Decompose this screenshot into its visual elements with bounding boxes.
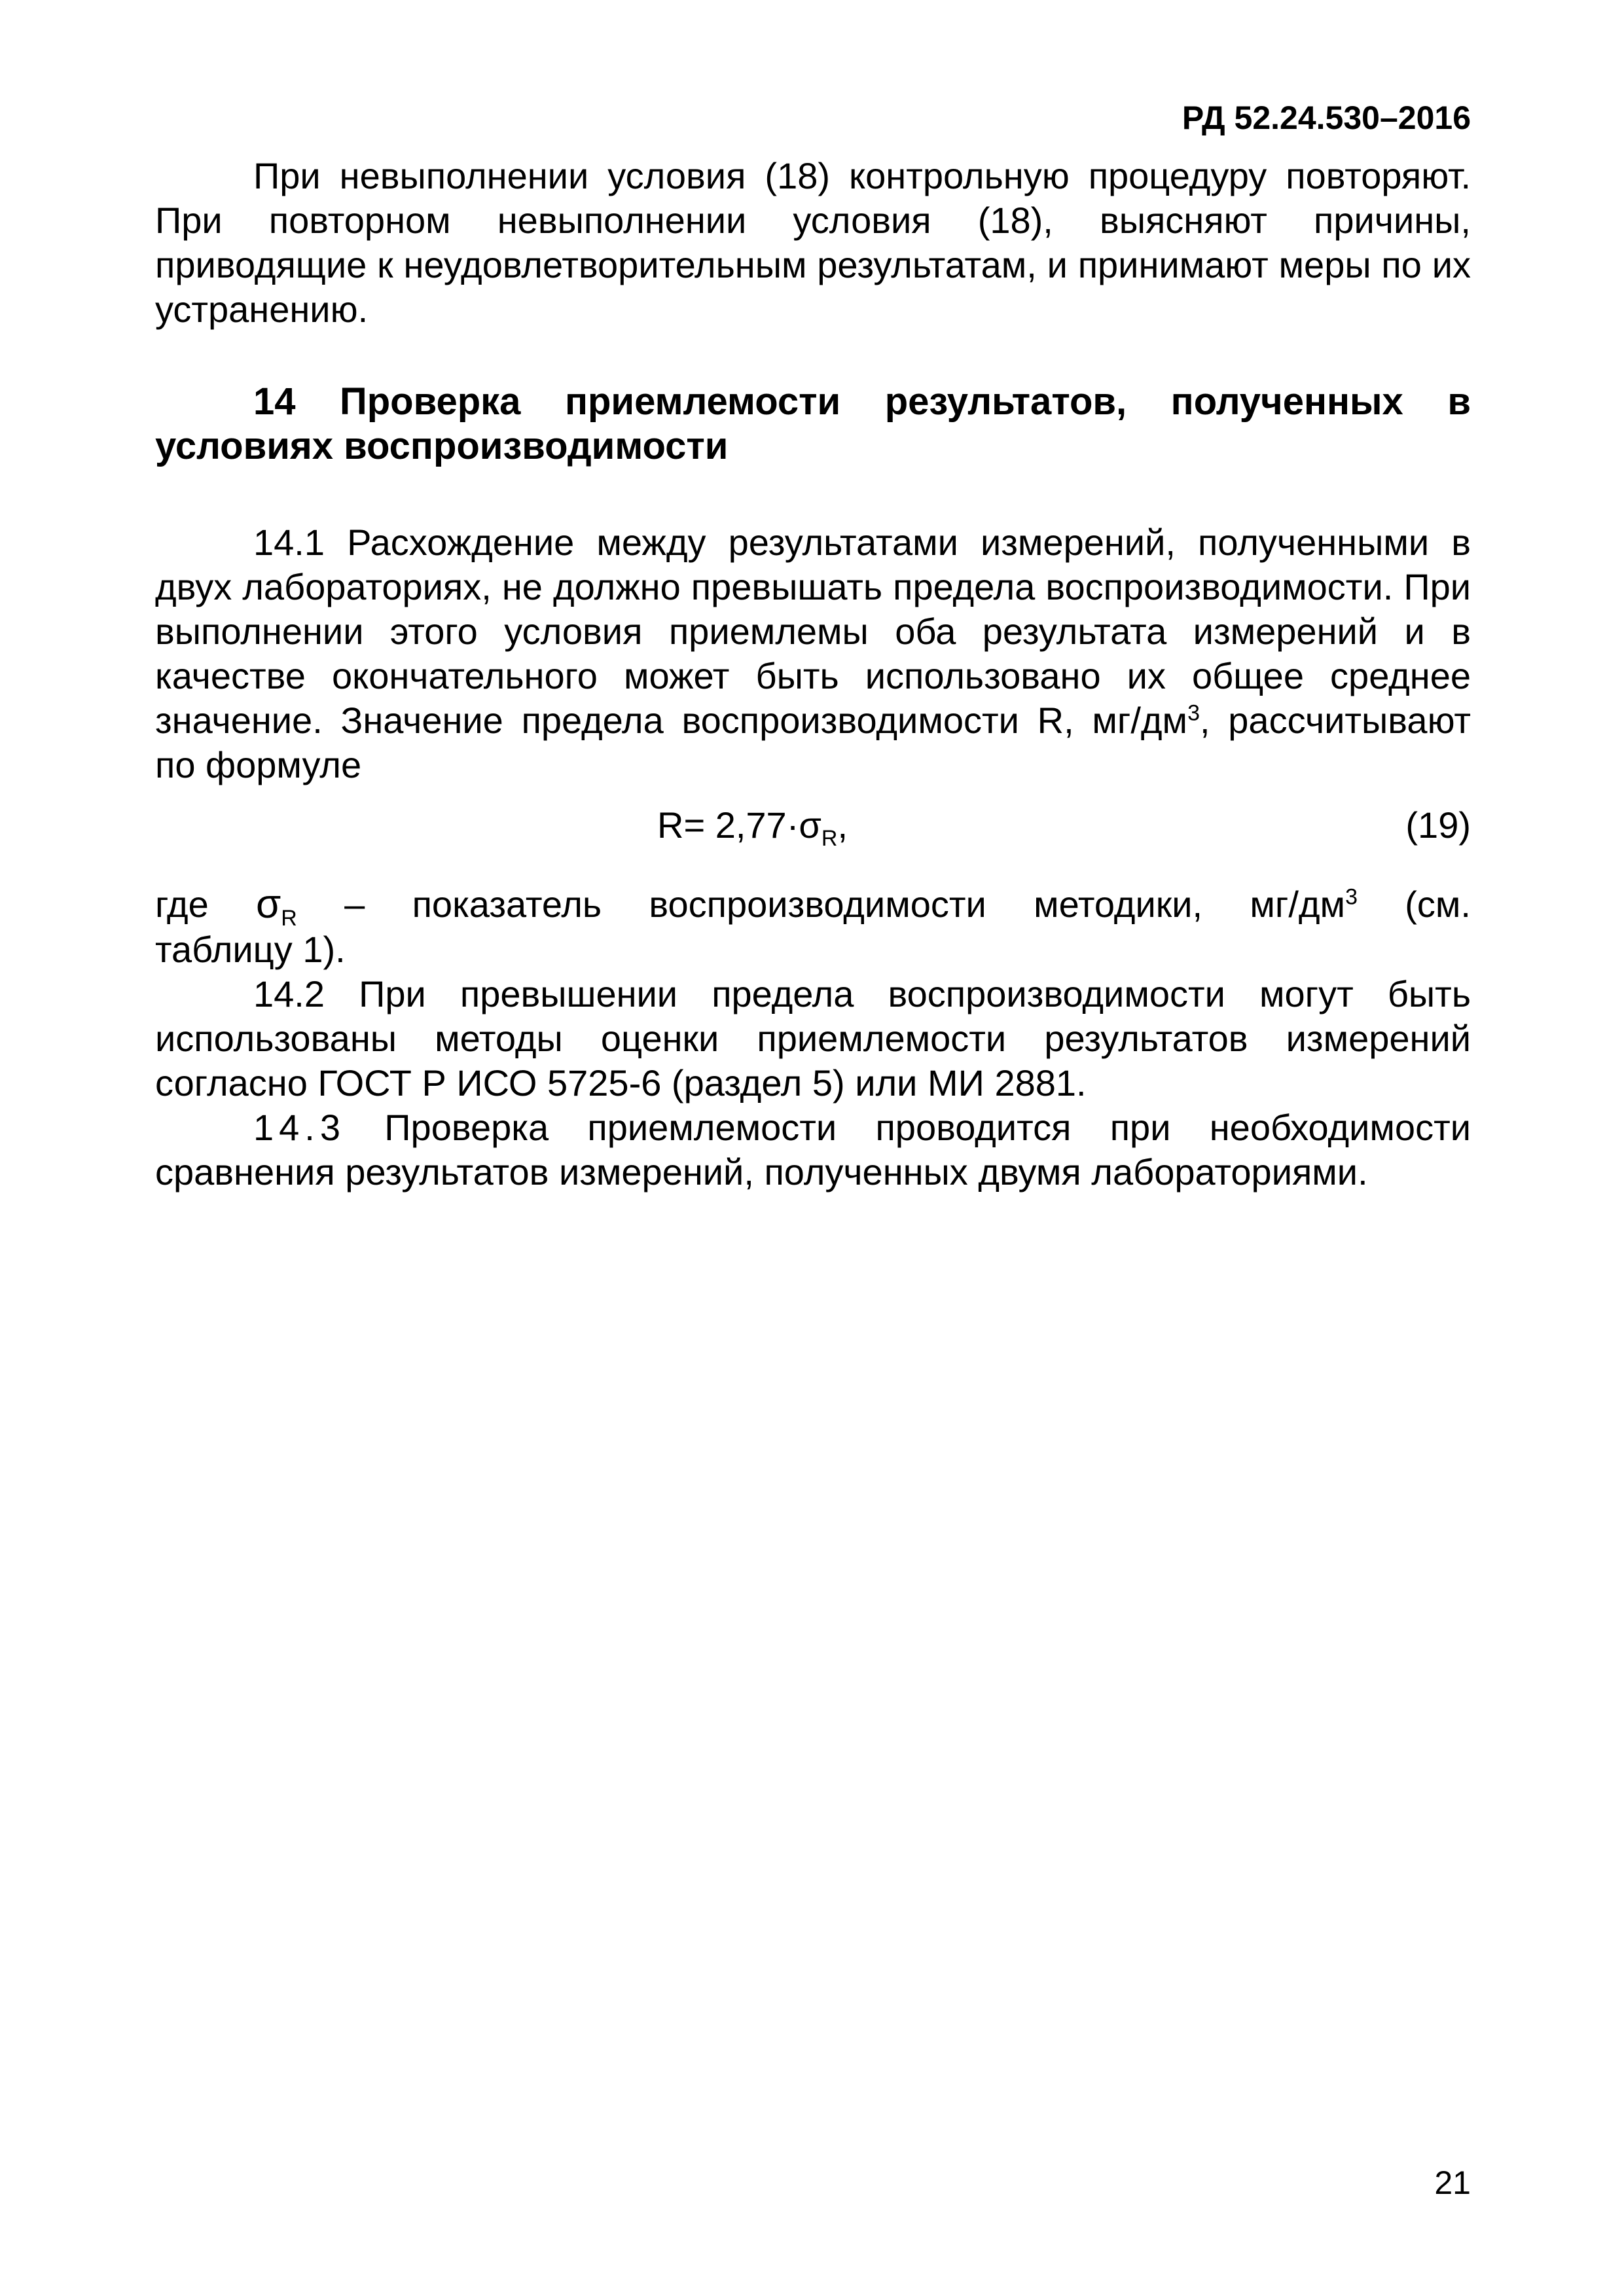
- where-word-2: показатель: [412, 884, 602, 925]
- sigma-subscript: R: [281, 906, 297, 931]
- paragraph-14-3-number: 14.3: [253, 1107, 346, 1148]
- formula-lhs: R= 2,77·σ: [657, 804, 821, 846]
- paragraph-14-3: [155, 1105, 1471, 1194]
- unit-superscript: 3: [1187, 700, 1200, 726]
- paragraph-14-1-block: [155, 520, 1471, 787]
- section-14-heading: 14 Проверка приемлемости результатов, полученных в условиях воспроизводимости: [155, 380, 1471, 467]
- paragraph-14-2: [155, 972, 1471, 1105]
- formula-row: [155, 803, 1471, 852]
- intro-paragraph: При невыполнении условия (18) контрольную процедуру повторяют. При повторном невыполнении условия (18), выясняют причины, приводящие к неудовлетворительным результатам, и принимают меры по их устранению.: [155, 155, 1471, 330]
- paragraph-14-3-text: Проверка приемлемости проводится при необходимости сравнения результатов измерений, полученных двумя лабораториями.: [155, 1107, 1471, 1193]
- where-word-3: воспроизводимости: [649, 884, 986, 925]
- where-continuation: таблицу 1).: [155, 929, 346, 970]
- formula-number: (19): [1405, 804, 1471, 846]
- dash: –: [344, 884, 365, 925]
- sigma-symbol: $\sigma_R$: [256, 882, 297, 931]
- where-unit-superscript: 3: [1345, 884, 1358, 910]
- page-number: 21: [1434, 2164, 1471, 2201]
- where-word: где: [155, 884, 209, 925]
- where-word-5: (см.: [1405, 884, 1471, 925]
- where-unit: $мг/дм^3$: [1250, 884, 1358, 925]
- formula-subscript: R: [821, 826, 838, 852]
- paragraph-14-1-text-end: , рассчитывают по формуле: [155, 700, 1471, 785]
- paragraph-14-2-text: При превышении предела воспроизводимости могут быть использованы методы оценки приемлемости результатов измерений согласно ГОСТ Р ИСО 5725-6 (раздел 5) или МИ 2881.: [155, 973, 1471, 1103]
- explanation-block: [155, 882, 1471, 1194]
- document-code: РД 52.24.530–2016: [1182, 99, 1471, 136]
- paragraph-14-2-number: 14.2: [253, 973, 325, 1014]
- paragraph-14-1-text: Расхождение между результатами измерений, полученными в двух лабораториях, не должно превышать предела воспроизводимости. При выполнении этого условия приемлемы оба результата измерений и в качестве окончательного может быть использовано их общее среднее значение. Значение предела воспроизводимости R, мг/дм: [155, 522, 1471, 741]
- formula-19: [657, 803, 848, 852]
- where-line: [155, 882, 1471, 931]
- formula-trailing: ,: [837, 804, 848, 846]
- paragraph-14-1: [155, 520, 1471, 787]
- where-word-4: методики,: [1034, 884, 1203, 925]
- intro-block: [155, 154, 1471, 332]
- paragraph-14-1-number: 14.1: [253, 522, 325, 563]
- document-page: [155, 0, 1471, 2296]
